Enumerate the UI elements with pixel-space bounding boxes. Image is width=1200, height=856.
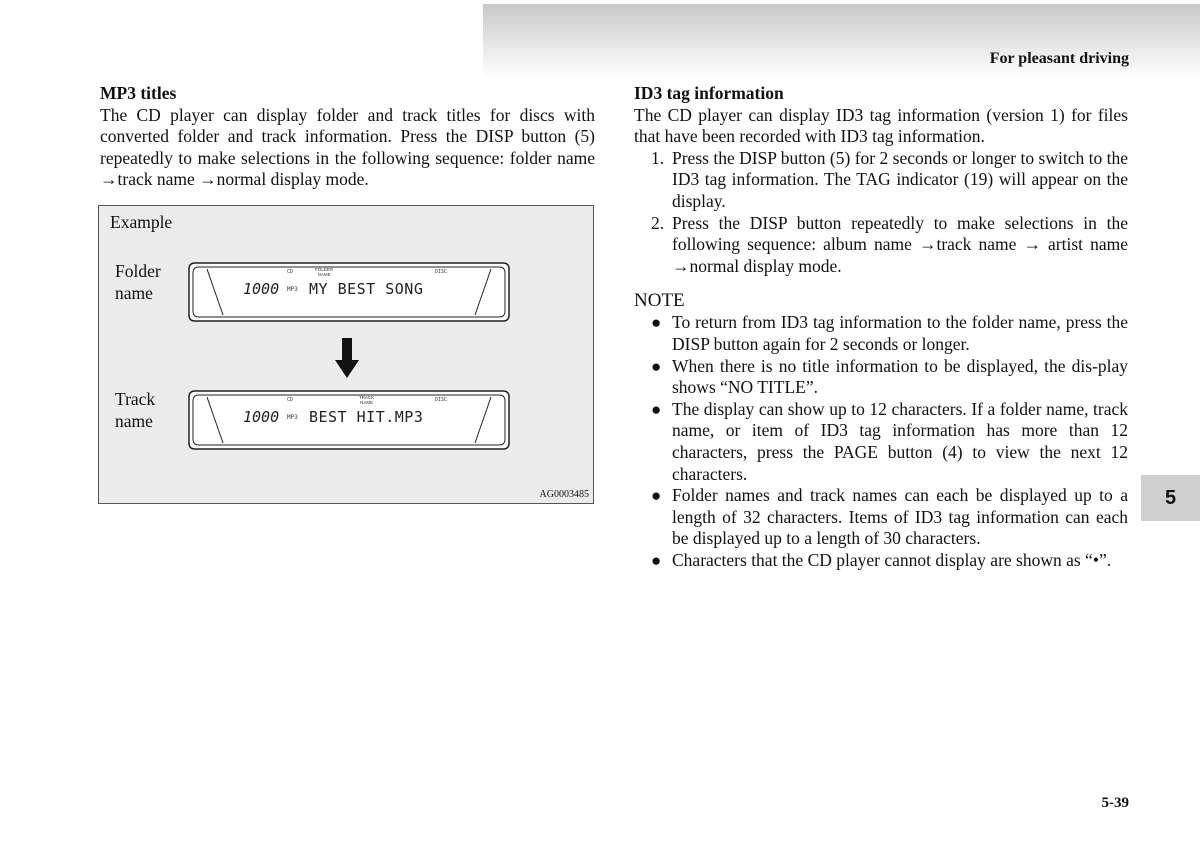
folder-name-label: Folder name [115,261,161,303]
lcd-text: BEST HIT.MP3 [309,408,424,426]
lcd-disc-indicator: DISC [435,269,448,275]
track-name-label: Track name [115,389,156,431]
bullet-icon: ● [651,550,662,570]
lcd-number: 1000 [243,280,280,298]
example-label: Example [110,212,173,232]
list-item: ● When there is no title information to be displayed, the dis-play shows “NO TITLE”. [651,355,1128,398]
lcd-number: 1000 [243,408,280,426]
lcd-folder-name-indicator: FOLDER NAME [315,267,334,277]
list-item: ● The display can show up to 12 characters. If a folder name, track name, or item of ID3 tag information has more than 12 characters, press the PAGE button (4) to view the next 12 characters. [651,398,1128,484]
right-column [634,83,1128,571]
id3-paragraph: The CD player can display ID3 tag information (version 1) for files that have been recorded with ID3 tag information. [634,104,1128,147]
bullet-icon: ● [651,313,662,333]
lcd-text: MY BEST SONG [309,280,424,298]
lcd-track-name-indicator: TRACK NAME [359,395,375,405]
note-title: NOTE [634,290,685,312]
left-column [100,83,595,191]
list-item: ● Folder names and track names can each be displayed up to a length of 32 characters. Items of ID3 tag information can each be displayed up to a length of 30 characters. [651,485,1128,549]
lcd-cd-indicator: CD [287,397,294,403]
mp3-titles-heading: MP3 titles [100,83,177,103]
page-number: 5-39 [1101,795,1129,811]
lcd-mp3-indicator: MP3 [287,414,298,421]
section-title: For pleasant driving [989,50,1129,67]
id3-heading: ID3 tag information [634,83,784,103]
steps-list [634,148,1128,278]
list-item: ● To return from ID3 tag information to the folder name, press the DISP button again for 2 seconds or longer. [651,312,1128,354]
notes-list [634,312,1128,571]
lcd-display-folder [187,261,511,323]
list-item: ● Characters that the CD player cannot display are shown as “•”. [651,549,1112,570]
lcd-display-track [187,389,511,451]
figure-code: AG0003485 [539,489,589,500]
chapter-tab: 5 [1141,475,1200,521]
list-item: 1. Press the DISP button (5) for 2 seconds or longer to switch to the ID3 tag information. The TAG indicator (19) will appear on the display. [651,147,1128,211]
lcd-mp3-indicator: MP3 [287,286,298,293]
example-figure [98,205,594,504]
bullet-icon: ● [651,356,662,376]
lcd-cd-indicator: CD [287,269,294,275]
lcd-disc-indicator: DISC [435,397,448,403]
bullet-icon: ● [651,399,662,419]
mp3-titles-paragraph: The CD player can display folder and track titles for discs with converted folder and track information. Press the DISP button (5) repeatedly to make selections in the following sequence: folder name →track name →normal display mode. [100,104,595,190]
arrow-down-icon [335,338,359,378]
list-item: 2. Press the DISP button repeatedly to make selections in the following sequence: album name →track name → artist name →normal display mode. [651,212,1128,276]
bullet-icon: ● [651,486,662,506]
